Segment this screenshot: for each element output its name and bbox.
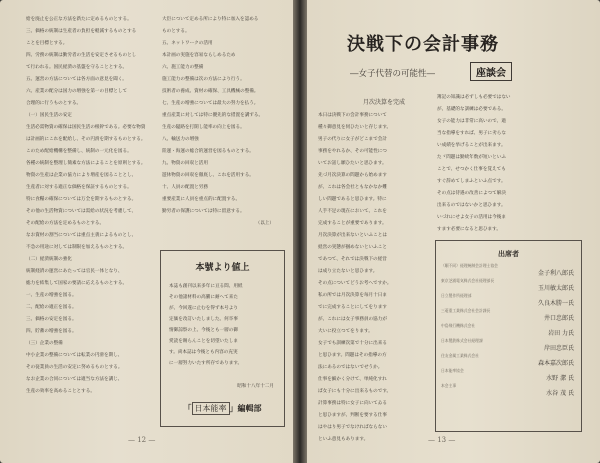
text-line: 定価を改訂いたしました。何卒事 (169, 317, 238, 322)
text-line: その点についてどうお考へですか。 (318, 281, 392, 286)
text-line: 勤労者の保護については特に留意する。 (162, 209, 245, 214)
text-line: （二）経済統制の強化 (26, 257, 72, 262)
attendee-name: 水野 潔 氏 (546, 375, 574, 382)
text-line: その点は待遇の改善によつて解決 (437, 191, 506, 196)
text-line: いづれにせよ女子の活用は今後ま (437, 215, 506, 220)
roundtable-badge: 座談会 (470, 62, 512, 81)
text-line: 二、配給の適正を図る。 (26, 305, 77, 310)
text-line: その他の生活物資については需給の状況を考慮して、 (26, 209, 137, 214)
text-line: 六、産業の配分は国力の増強を第一の目標として (26, 89, 128, 94)
attendee-name: 岸田忠臣氏 (543, 345, 574, 352)
attendee-name: 岩田 力氏 (548, 330, 574, 337)
text-line: 女子でも訓練次第で十分に出来る (318, 341, 387, 346)
right-column-2 (437, 92, 579, 236)
text-line: と思ひます。問題はその指導の方 (318, 353, 387, 358)
article-title: 決戦下の会計事務 (347, 34, 499, 55)
text-line: 重点産業に対しては特に優先的な措置を講ずる。 (162, 113, 264, 118)
text-line: 五、運営の方法については各方面の意見を聞く。 (26, 77, 127, 82)
text-line: は成り立たないと思ひます。 (318, 269, 378, 274)
text-line: すます必要になると思ひます。 (437, 227, 501, 232)
text-line: す。尚本誌は今後とも内容の充実 (169, 350, 238, 355)
text-line: 本誌も創刊以来多年に亘る間、用紙 (169, 284, 243, 289)
text-line: ば女子にも十分に出来るものです。 (318, 389, 392, 394)
text-line: と思ひますが、判断を要する仕事 (318, 413, 387, 418)
text-line: 三、価格の安定を図る。 (26, 317, 77, 322)
text-line: 四、労務の統制は勤労者の生活を安定させるものとし (26, 53, 137, 58)
text-line: て行われる。国民経済の基盤を守ることとする。 (26, 65, 128, 70)
text-line: でに完成することにしてをります (318, 305, 387, 310)
text-line: ことで、せつかく仕事を覚えても (437, 167, 506, 172)
section-heading: 月次決算を完成 (363, 99, 406, 106)
attendee-name: 玉川敏太郎氏 (537, 285, 574, 292)
attendee-affiliation: 中島飛行機株式会社 (441, 323, 476, 328)
notice-title: 本號より値上 (195, 263, 250, 273)
attendees-heading: 出席者 (498, 249, 519, 258)
text-line: 生産の隘路を打開し能率の向上を図る。 (162, 125, 245, 130)
notice-date: 昭和十八年十二月 (237, 384, 274, 389)
text-line: （三）企業の整備 (26, 341, 63, 346)
right-column-1 (318, 110, 428, 446)
attendee-name: 金子利八郎氏 (537, 270, 574, 277)
text-line: なお資材の割当については重点主義によるものとし、 (26, 233, 137, 238)
text-line: （以上） (255, 221, 274, 226)
text-line: その他諸材料の高騰に耐へて来た (169, 295, 238, 300)
attendees-list (441, 263, 576, 398)
text-line: ものとする。 (162, 29, 190, 34)
text-line: 法にあるのではないでせうか。 (318, 365, 383, 370)
text-line: いてお話し願ひたいと思ひます。 (318, 161, 387, 166)
text-line: 愛読を賜らんことを切望いたしま (169, 339, 238, 344)
text-line: その従業員の生活の安定に努めるものとする。 (26, 365, 123, 370)
text-line: 合理的に行うものとする。 (26, 101, 82, 106)
text-line: 出来るのではないかと思ひます。 (437, 203, 506, 208)
text-line: であつて、それでは決戦下の経営 (318, 257, 387, 262)
text-line: 人手不足の現在において、これを (318, 209, 387, 214)
attendee-row (441, 323, 576, 338)
attendee-affiliation: （順不同）経理統制会計理士協会 (441, 263, 498, 268)
text-line: （一）国民生活の安定 (26, 113, 72, 118)
text-line: い成績を挙げることが出来ます。 (437, 143, 506, 148)
attendee-row (441, 293, 576, 308)
text-line: 大臣について定める所により特に加入を認める (162, 17, 259, 22)
attendee-affiliation: 東京芝浦電気株式会社経理部長 (441, 278, 495, 283)
text-line: 中小企業の整備については転業の円滑を期し、 (26, 353, 123, 358)
text-line: 一、生産の増強を図る。 (26, 293, 77, 298)
text-line: 本計画の実施を容易ならしめるため (162, 53, 236, 58)
text-line: 四、貯蓄の増強を図る。 (26, 329, 77, 334)
text-line: が、これは各会社ともなかなか難 (318, 185, 387, 190)
text-line: 不急の用途に対しては制限を加えるものとする。 (26, 245, 128, 250)
attendee-affiliation: 本会主事 (441, 383, 457, 388)
page-number-right: — 13 — (428, 436, 456, 444)
text-line: 月次決算が出来ないといふことは (318, 233, 387, 238)
attendee-row (441, 353, 576, 368)
text-line: 女子の能力は非常に高いので、適 (437, 119, 506, 124)
publisher-suffix: 編輯部 (237, 403, 262, 413)
text-line: 陸運・海運の総合的運営を図るものとする。 (162, 149, 254, 154)
attendee-name: 久良木勝一氏 (537, 300, 574, 307)
attendee-affiliation: 日本能率協会 (441, 368, 464, 373)
text-line: はやはり男子でなければならない (318, 425, 387, 430)
text-line: このため配給機構を整備し、統制の一元化を図る。 (26, 149, 132, 154)
text-line: 六、施工能力の整備 (162, 65, 204, 70)
text-line: 簿記の知識は必ずしも必要ではない (437, 95, 511, 100)
attendee-row (441, 383, 576, 398)
text-line: 九、物資の回収と活用 (162, 161, 208, 166)
text-line: 大いに役立つてをります。 (318, 329, 373, 334)
attendee-name: 水谷 茂 氏 (546, 390, 574, 397)
text-line: しい問題であると思ひます。特に (318, 197, 387, 202)
text-line: は計画的にこれを配給し、その円滑を期するものとする。 (26, 137, 146, 142)
text-line: 経営の実態が掴めないといふこと (318, 245, 387, 250)
text-line: ことを目標とする。 (26, 41, 68, 46)
text-line: 生産者に対する適正な価格を保証するものとする。 (26, 185, 132, 190)
text-line: 重要産業に人員を重点的に配置する。 (162, 197, 241, 202)
text-line: 十、人員の配置と労務 (162, 185, 208, 190)
left-body-column (26, 14, 150, 398)
text-line: 各種の統制を整理し簡素な方法によることを原則とする。 (26, 161, 146, 166)
text-line: たゞ問題は勤続年数が短いといふ (437, 155, 506, 160)
page-number-left: — 12 — (128, 436, 156, 444)
attendee-row (441, 338, 576, 353)
text-line: 物資の生産は企業の協力により増産を図ることとし、 (26, 173, 137, 178)
text-line: 先づ月次決算の問題から始めます (318, 173, 387, 178)
price-increase-notice (160, 250, 285, 427)
text-line: 情御諒察の上、今後とも一層の御 (169, 328, 238, 333)
text-line: 七、生産の増強については最大の努力を払う。 (162, 101, 259, 106)
text-line: 私の所では月次決算を毎月十日ま (318, 293, 387, 298)
text-line: 仕事を細かく分けて、単純化すれ (318, 377, 387, 382)
text-line: 総力を結集して国家の要請に応えるものとする。 (26, 281, 128, 286)
text-line: 五、ネットワークの活用 (162, 41, 213, 46)
attendee-affiliation: 三菱重工業株式会社会計課長 (441, 308, 491, 313)
notice-body (169, 281, 277, 369)
notice-publisher: 「 日本能率 」編輯部 (183, 403, 262, 413)
attendee-name: 森本嘉次郎氏 (537, 360, 574, 367)
text-line: 当な指導をすれば、男子に劣らな (437, 131, 506, 136)
text-line: 三、価格の統制は生産者の負担を軽減するものとする (26, 29, 137, 34)
text-line: その配給の方法を定めるものとする。 (26, 221, 105, 226)
text-line: 計算事務は特に女子に向いてゐる (318, 401, 387, 406)
attendee-row (441, 278, 576, 293)
text-line: 完成することが重要であります。 (318, 221, 387, 226)
text-line: が、基礎的な訓練は必要である。 (437, 107, 506, 112)
attendee-name: 井口忠郎氏 (543, 315, 574, 322)
text-line: 生活必需物資の確保は国民生活の根幹である。必要な物資 (26, 125, 146, 130)
text-line: 技術者の養成、資材の確保、工具機械の整備。 (162, 89, 259, 94)
article-subtitle: ―女子代替の可能性― (350, 69, 436, 79)
text-line: すぐ辞めてしまふといふ点です。 (437, 179, 506, 184)
attendee-affiliation: 日立製作所経理部 (441, 293, 472, 298)
text-line: 施工能力の整備は次の方法により行う。 (162, 77, 245, 82)
text-line: 給を廃止を公正な方法を新たに定めるものとする。 (26, 17, 132, 22)
text-line: 八、輸送力の増強 (162, 137, 199, 142)
text-line: 種々御意見を伺ひたいと存じます。 (318, 125, 392, 130)
text-line: 統制経済の運営にあたっては官民一体となり、 (26, 269, 123, 274)
text-line: 男子の代りに女子がどこまで会計 (318, 137, 387, 142)
left-upper-right-column (162, 14, 286, 230)
attendee-affiliation: 住友金属工業株式会社 (441, 353, 479, 358)
text-line: が、これには女子事務員の協力が (318, 317, 387, 322)
publisher-label: 日本能率 (192, 402, 230, 415)
text-line: に一層努力いたす所存であります。 (169, 361, 243, 366)
text-line: 生産の効率を高めることとする。 (26, 389, 95, 394)
text-line: といふ意見もあります。 (318, 437, 369, 442)
attendee-row (441, 263, 576, 278)
text-line: なお企業の合同については適当な方法を講じ、 (26, 377, 123, 382)
attendee-affiliation: 日本製鉄株式会社経理課 (441, 338, 483, 343)
attendee-row (441, 308, 576, 323)
book-gutter (293, 0, 307, 463)
text-line: 本日は決戦下の会計事務について (318, 113, 387, 118)
text-line: 事務をやれるか、その可能性につ (318, 149, 387, 154)
text-line: が、今回遂に止むを得ず本号より (169, 306, 238, 311)
left-page (0, 0, 293, 463)
attendee-row (441, 368, 576, 383)
text-line: 特に食糧の確保については万全を期するものとする。 (26, 197, 137, 202)
attendees-box (435, 240, 582, 432)
text-line: 遊休物資の回収を徹底し、これを活用する。 (162, 173, 254, 178)
